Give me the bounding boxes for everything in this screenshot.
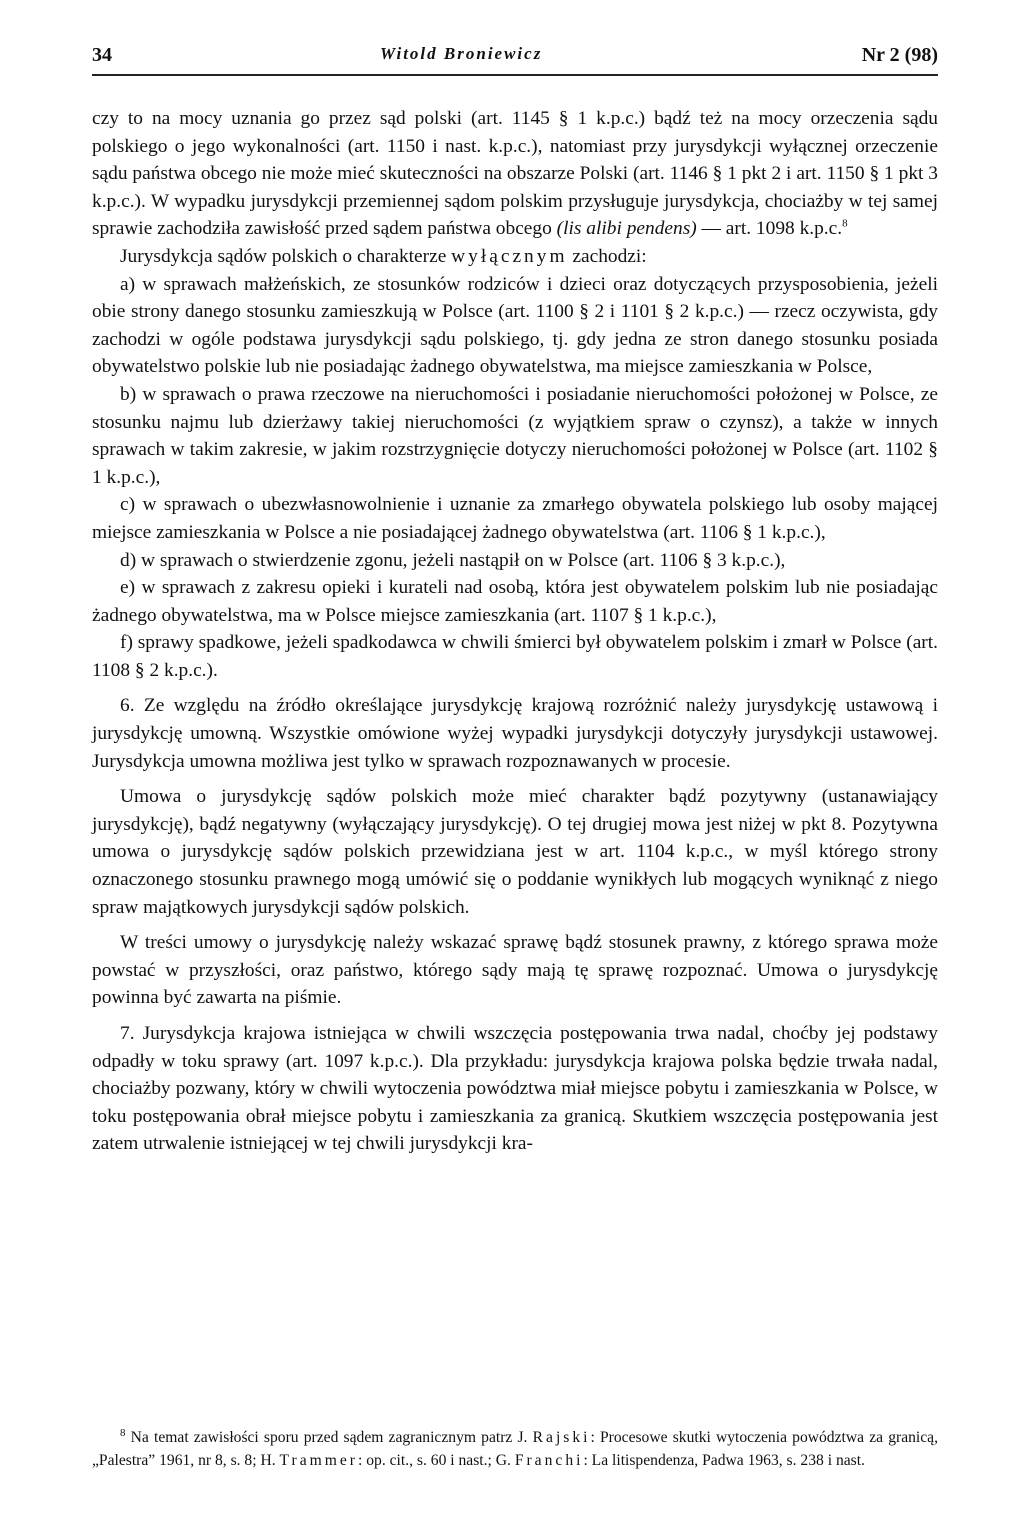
list-item-a: a) w sprawach małżeńskich, ze stosunków rodziców i dzieci oraz dotyczących przysposobienia, jeżeli obie strony danego stosunku zamieszkują w Polsce (art. 1100 § 2 i 1101 § 2 k.p.c.) — rzecz oczywista, gdy zachodzi w ogóle podstawa jurysdykcji sądu polskiego, tj. gdy jedna ze stron danego stosunku posiada obywatelstwo polskie lub nie posiadając żadnego obywatelstwa, ma miejsce zamieszkania w Polsce, [92,273,938,378]
issue-number: Nr 2 (98) [861,44,938,66]
footnote-ref: 8 [842,217,848,230]
list-item-c: c) w sprawach o ubezwłasnowolnienie i uznanie za zmarłego obywatela polskiego lub osoby mającej miejsce zamieszkania w Polsce a nie posiadającej żadnego obywatelstwa (art. 1106 § 1 k.p.c.), [92,494,938,543]
section-6: 6. Ze względu na źródło określające jurysdykcję krajową rozróżnić należy jurysdykcję ustawową i jurysdykcję umowną. Wszystkie omówione wyżej wypadki jurysdykcji dotyczyły jurysdykcji ustawowej. Jurysdykcja umowna możliwa jest tylko w sprawach rozpoznawanych w procesie. [92,695,938,772]
section-7: 7. Jurysdykcja krajowa istniejąca w chwili wszczęcia postępowania trwa nadal, choćby jej podstawy odpadły w toku sprawy (art. 1097 k.p.c.). Dla przykładu: jurysdykcja krajowa polska będzie trwała nadal, chociażby pozwany, który w chwili wytoczenia powództwa miał miejsce pobytu i zamieszkania w Polsce, w toku postępowania obrał miejsce pobytu i zamieszkania za granicą. Skutkiem wszczęcia postępowania jest zatem utrwalenie istniejącej w tej chwili jurysdykcji kra- [92,1023,938,1155]
section-6-contract: Umowa o jurysdykcję sądów polskich może mieć charakter bądź pozytywny (ustanawiający jurysdykcję), bądź negatywny (wyłączający jurysdykcję). O tej drugiej mowa jest niżej w pkt 8. Pozytywna umowa o jurysdykcję sądów polskich przewidziana jest w art. 1104 k.p.c., w myśl którego strony oznaczonego stosunku prawnego mogą umówić się o poddanie wynikłych lub mogących wyniknąć z niego spraw majątkowych jurysdykcji sądów polskich. [92,786,938,918]
footnote [92,1426,938,1472]
running-header [92,40,938,74]
list-item-d: d) w sprawach o stwierdzenie zgonu, jeżeli nastąpił on w Polsce (art. 1106 § 3 k.p.c.), [120,549,786,571]
latin-phrase: (lis alibi pendens) [556,218,697,240]
author-name: Trammer [279,1452,358,1469]
body-text [92,105,938,1158]
footnote-text: $^8$ Na temat zawisłości sporu przed sądem zagranicznym patrz J. Rajski: Procesowe skutki wytoczenia powództwa za granicą, „Palestra” 1961, nr 8, s. 8; H. Trammer: op. cit., s. 60 i nast.; G. Franchi: La litispendenza, Padwa 1963, s. 238 i nast. [92,1426,938,1469]
paragraph-exclusive-jurisdiction: Jurysdykcja sądów polskich o charakterze wyłącznym zachodzi: [120,245,647,267]
footnote-number: 8 [120,1426,126,1439]
list-item-f: f) sprawy spadkowe, jeżeli spadkodawca w chwili śmierci był obywatelem polskim i zmarł w Polsce (art. 1108 § 2 k.p.c.). [92,632,938,681]
author-name: Rajski [532,1429,591,1446]
emphasis-spaced: wyłącznym [451,245,568,267]
list-item-e: e) w sprawach z zakresu opieki i kurateli nad osobą, która jest obywatelem polskim lub nie posiadając żadnego obywatelstwa, ma w Polsce miejsce zamieszkania (art. 1107 § 1 k.p.c.), [92,577,938,626]
page-number: 34 [92,44,112,66]
list-item-b: b) w sprawach o prawa rzeczowe na nieruchomości i posiadanie nieruchomości położonej w Polsce, ze stosunku najmu lub dzierżawy takiej nieruchomości (z wyjątkiem spraw o czynsz), a także w innych sprawach w takim zakresie, w jakim rozstrzygnięcie dotyczy nieruchomości położonej w Polsce (art. 1102 § 1 k.p.c.), [92,383,938,488]
author-name: Franchi [514,1452,584,1469]
running-author: Witold Broniewicz [380,44,543,63]
header-rule [92,74,938,76]
paragraph-continuation: czy to na mocy uznania go przez sąd polski (art. 1145 § 1 k.p.c.) bądź też na mocy orzeczenia sądu polskiego o jego wykonalności (art. 1150 i nast. k.p.c.), natomiast przy jurysdykcji wyłącznej orzeczenie sądu państwa obcego nie może mieć skuteczności na obszarze Polski (art. 1146 § 1 pkt 2 i art. 1150 § 1 pkt 3 k.p.c.). W wypadku jurysdykcji przemiennej sądom polskim przysługuje jurysdykcja, chociażby w tej samej sprawie zachodziła zawisłość przed sądem państwa obcego (lis alibi pendens) — art. 1098 k.p.c.$^8$ [92,108,938,240]
section-6-contents: W treści umowy o jurysdykcję należy wskazać sprawę bądź stosunek prawny, z którego sprawa może powstać w przyszłości, oraz państwo, którego sądy mają tę sprawę rozpoznać. Umowa o jurysdykcję powinna być zawarta na piśmie. [92,932,938,1009]
